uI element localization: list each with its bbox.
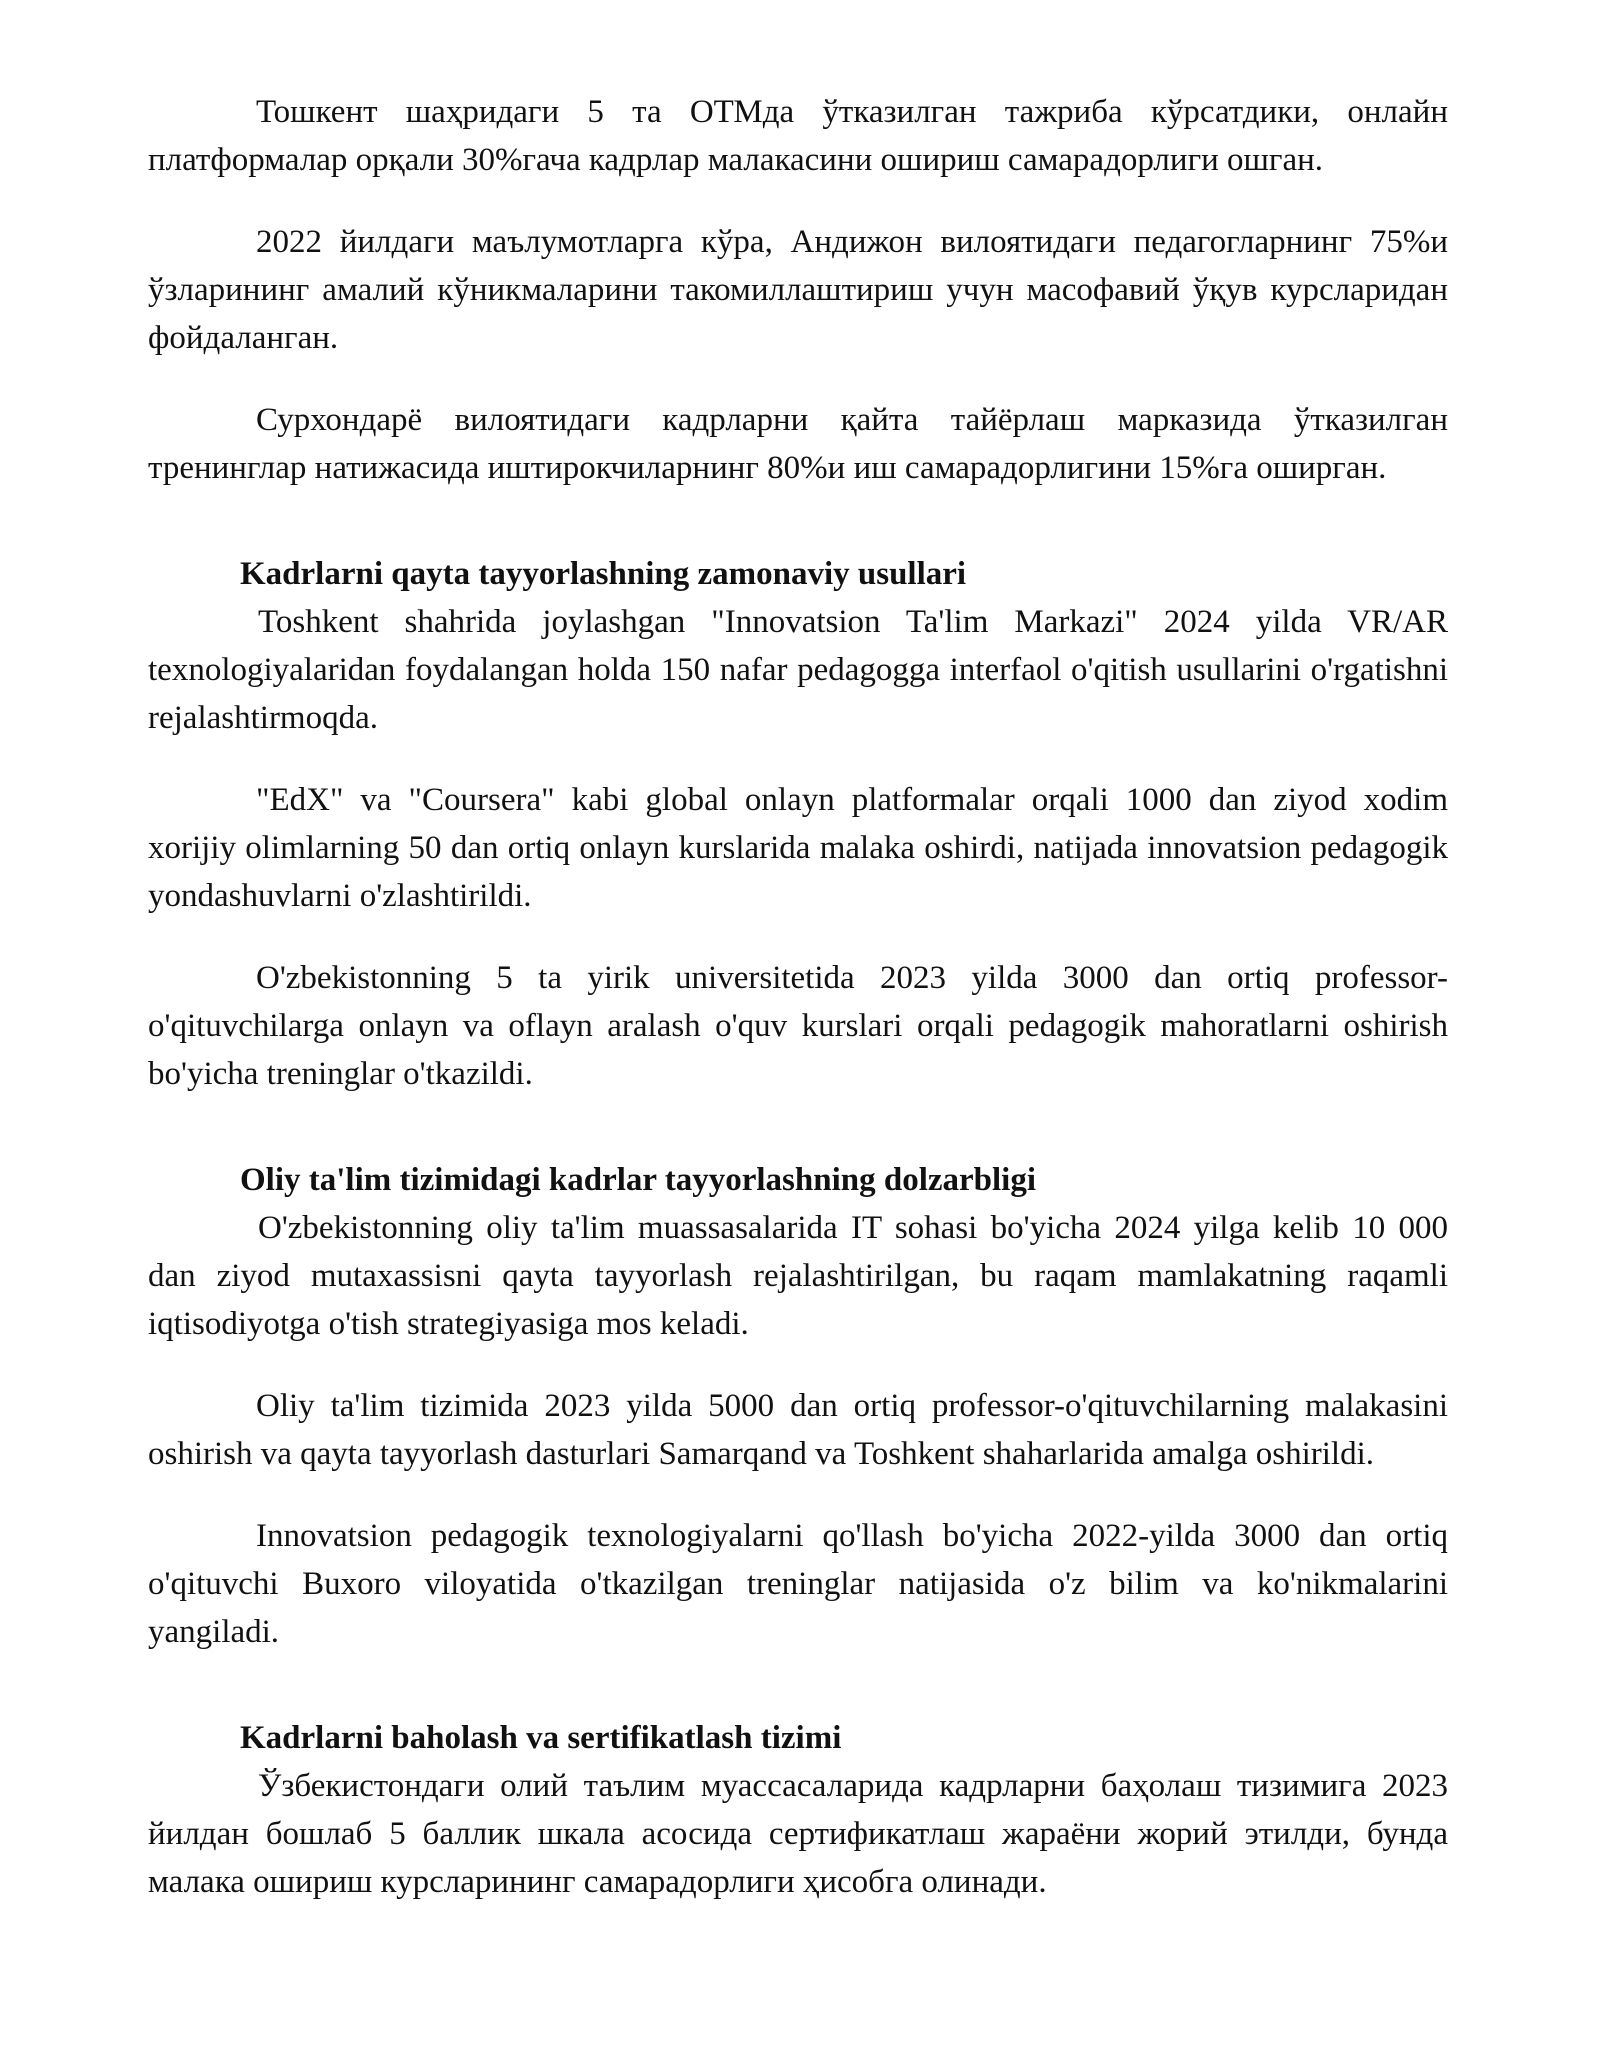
- paragraph: 2022 йилдаги маълумотларга кўра, Андижон вилоятидаги педагогларнинг 75%и ўзларининг амалий кўникмаларини такомиллаштириш учун масофавий ўқув курсларидан фойдаланган.: [148, 224, 1448, 356]
- document-page: [148, 88, 1448, 1940]
- section-heading: Kadrlarni baholash va sertifikatlash tizimi: [240, 1720, 842, 1756]
- paragraph: O'zbekistonning 5 ta yirik universitetida 2023 yilda 3000 dan ortiq professor-o'qituvchilarga onlayn va oflayn aralash o'quv kurslari orqali pedagogik mahoratlarni oshirish bo'yicha treninglar o'tkazildi.: [148, 960, 1448, 1092]
- section-heading: Oliy ta'lim tizimidagi kadrlar tayyorlashning dolzarbligi: [240, 1162, 1037, 1198]
- paragraph: O'zbekistonning oliy ta'lim muassasalarida IT sohasi bo'yicha 2024 yilga kelib 10 000 dan ziyod mutaxassisni qayta tayyorlash rejalashtirilgan, bu raqam mamlakatning raqamli iqtisodiyotga o'tish strategiyasiga mos keladi.: [148, 1210, 1448, 1342]
- paragraph: Сурхондарё вилоятидаги кадрларни қайта тайёрлаш марказида ўтказилган тренинглар натижасида иштирокчиларнинг 80%и иш самарадорлигини 15%га оширган.: [148, 402, 1448, 486]
- paragraph: Oliy ta'lim tizimida 2023 yilda 5000 dan ortiq professor-o'qituvchilarning malakasini oshirish va qayta tayyorlash dasturlari Samarqand va Toshkent shaharlarida amalga oshirildi.: [148, 1388, 1448, 1472]
- paragraph: Тошкент шаҳридаги 5 та ОТМда ўтказилган тажриба кўрсатдики, онлайн платформалар орқали 30%гача кадрлар малакасини ошириш самарадорлиги ошган.: [148, 94, 1448, 178]
- section-heading: Kadrlarni qayta tayyorlashning zamonaviy usullari: [240, 556, 967, 592]
- paragraph: Toshkent shahrida joylashgan "Innovatsion Ta'lim Markazi" 2024 yilda VR/AR texnologiyalaridan foydalangan holda 150 nafar pedagogga interfaol o'qitish usullarini o'rgatishni rejalashtirmoqda.: [148, 604, 1448, 736]
- paragraph: "EdX" va "Coursera" kabi global onlayn platformalar orqali 1000 dan ziyod xodim xorijiy olimlarning 50 dan ortiq onlayn kurslarida malaka oshirdi, natijada innovatsion pedagogik yondashuvlarni o'zlashtirildi.: [148, 782, 1448, 914]
- paragraph: Innovatsion pedagogik texnologiyalarni qo'llash bo'yicha 2022-yilda 3000 dan ortiq o'qituvchi Buxoro viloyatida o'tkazilgan treninglar natijasida o'z bilim va ko'nikmalarini yangiladi.: [148, 1518, 1448, 1650]
- paragraph: Ўзбекистондаги олий таълим муассасаларида кадрларни баҳолаш тизимига 2023 йилдан бошлаб 5 баллик шкала асосида сертификатлаш жараёни жорий этилди, бунда малака ошириш курсларининг самарадорлиги ҳисобга олинади.: [148, 1768, 1448, 1900]
